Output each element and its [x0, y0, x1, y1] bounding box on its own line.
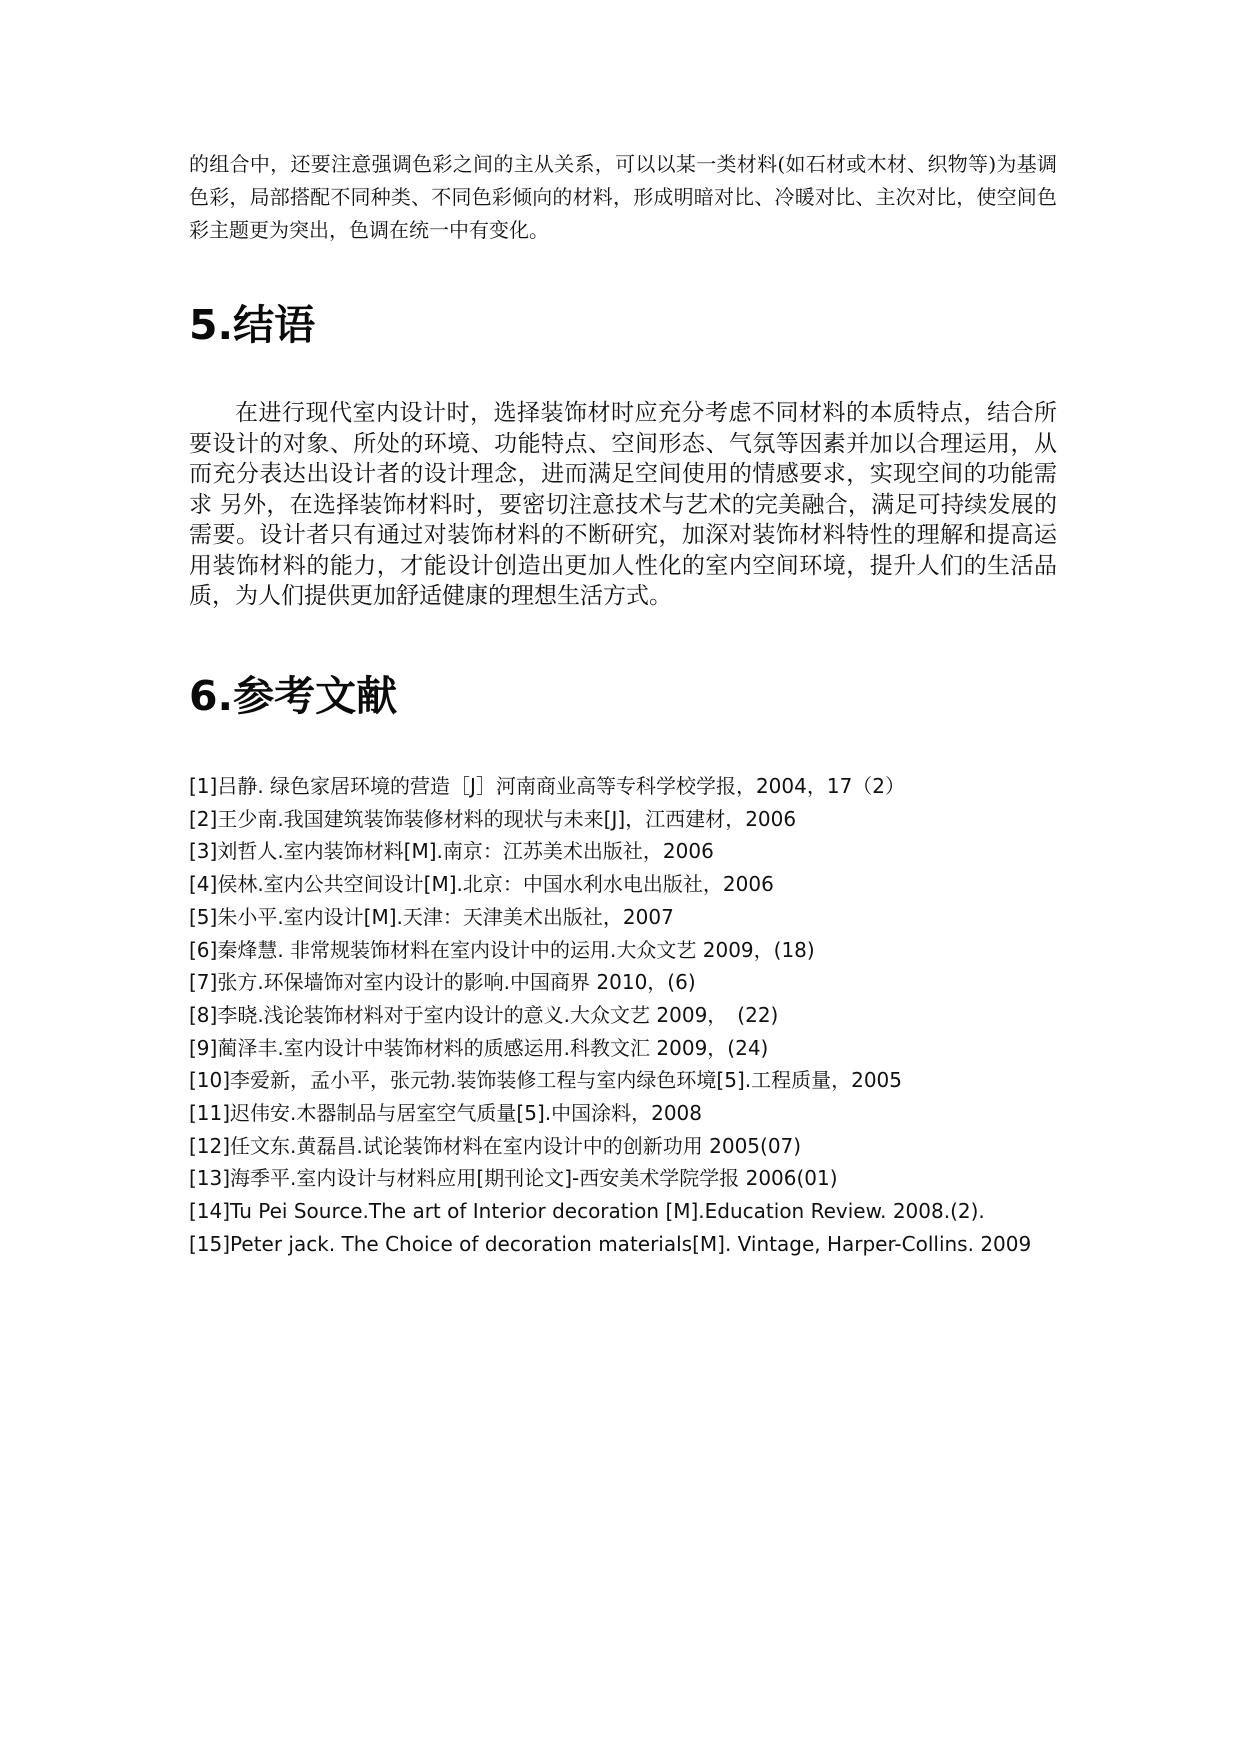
reference-item: [3]刘哲人.室内装饰材料[M].南京：江苏美术出版社，2006 — [189, 839, 714, 864]
reference-item: [1]吕静. 绿色家居环境的营造［J］河南商业高等专科学校学报，2004，17（2） — [189, 774, 906, 798]
reference-item: [11]迟伟安.木器制品与居室空气质量[5].中国涂料，2008 — [189, 1101, 702, 1126]
reference-item: [2]王少南.我国建筑装饰装修材料的现状与未来[J]，江西建材，2006 — [189, 806, 797, 831]
reference-item: [4]侯林.室内公共空间设计[M].北京：中国水利水电出版社，2006 — [189, 872, 774, 897]
section-heading-conclusion: 5.结语 — [189, 301, 316, 349]
reference-item: [6]秦烽慧. 非常规装饰材料在室内设计中的运用.大众文艺 2009，(18) — [189, 937, 815, 962]
reference-list — [189, 770, 1089, 1261]
reference-item: [15]Peter jack. The Choice of decoration materials[M]. Vintage, Harper-Collins. 2009 — [189, 1231, 1032, 1256]
reference-item: [13]海季平.室内设计与材料应用[期刊论文]-西安美术学院学报 2006(01) — [189, 1166, 838, 1191]
reference-item: [5]朱小平.室内设计[M].天津：天津美术出版社，2007 — [189, 904, 674, 929]
conclusion-paragraph: 在进行现代室内设计时，选择装饰材时应充分考虑不同材料的本质特点，结合所要设计的对象、所处的环境、功能特点、空间形态、气氛等因素并加以合理运用，从而充分表达出设计者的设计理念，进而满足空间使用的情感要求，实现空间的功能需求 另外，在选择装饰材料时，要密切注意技术与艺术的完美融合，满足可持续发展的需要。设计者只有通过对装饰材料的不断研究，加深对装饰材料特性的理解和提高运用装饰材料的能力，才能设计创造出更加人性化的室内空间环境，提升人们的生活品质，为人们提供更加舒适健康的理想生活方式。 — [189, 400, 1057, 609]
intro-paragraph: 的组合中，还要注意强调色彩之间的主从关系，可以以某一类材料(如石材或木材、织物等)为基调色彩，局部搭配不同种类、不同色彩倾向的材料，形成明暗对比、冷暖对比、主次对比，使空间色彩主题更为突出，色调在统一中有变化。 — [189, 152, 1057, 242]
reference-item: [10]李爱新，孟小平，张元勃.装饰装修工程与室内绿色环境[5].工程质量，2005 — [189, 1068, 902, 1093]
reference-item: [9]蔺泽丰.室内设计中装饰材料的质感运用.科教文汇 2009，(24) — [189, 1035, 769, 1060]
reference-item: [14]Tu Pei Source.The art of Interior decoration [M].Education Review. 2008.(2). — [189, 1199, 985, 1224]
reference-item: [7]张方.环保墙饰对室内设计的影响.中国商界 2010，(6) — [189, 970, 696, 995]
reference-item: [8]李晓.浅论装饰材料对于室内设计的意义.大众文艺 2009， (22) — [189, 1002, 779, 1027]
section-heading-references: 6.参考文献 — [189, 672, 398, 720]
reference-item: [12]任文东.黄磊昌.试论装饰材料在室内设计中的创新功用 2005(07) — [189, 1133, 802, 1158]
